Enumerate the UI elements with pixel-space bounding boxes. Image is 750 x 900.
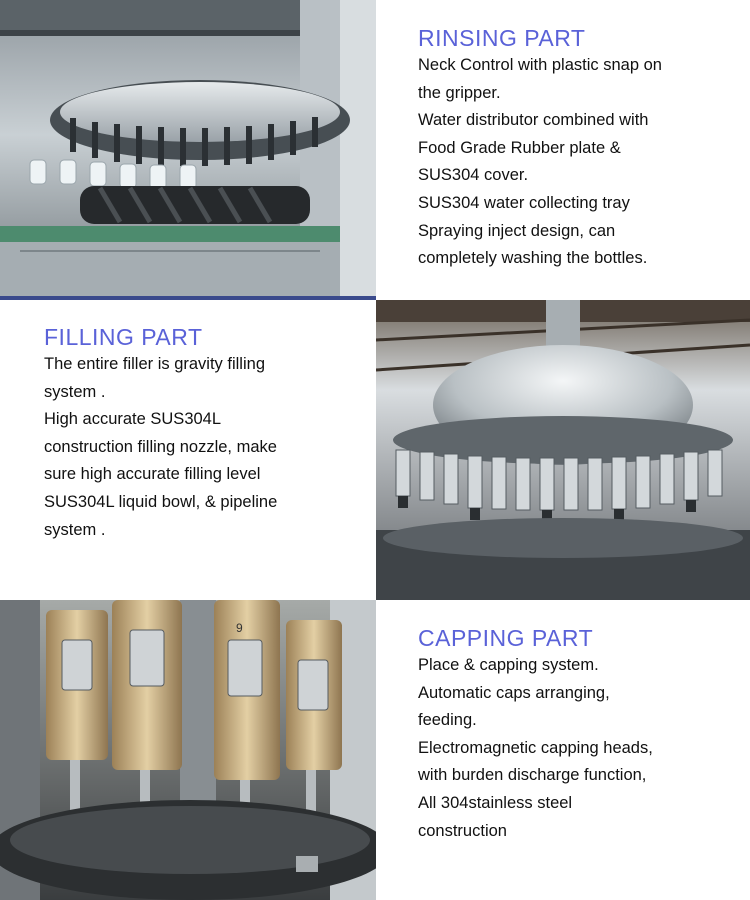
rinsing-title: RINSING PART: [418, 25, 586, 51]
rinsing-machine-photo: [0, 0, 376, 300]
filling-title: FILLING PART: [44, 324, 203, 350]
capping-line: with burden discharge function,: [418, 766, 647, 785]
capping-line: Automatic caps arranging,: [418, 683, 610, 702]
rinsing-line: Water distributor combined with: [418, 111, 649, 130]
capping-line: construction: [418, 821, 507, 840]
capping-line: All 304stainless steel: [418, 793, 573, 812]
rinsing-line: the gripper.: [418, 83, 501, 102]
filling-section: [44, 324, 277, 544]
filling-line: SUS304L liquid bowl, & pipeline: [44, 492, 278, 511]
capping-title: CAPPING PART: [418, 625, 594, 651]
filling-machine-photo: [376, 300, 750, 600]
filling-line: construction filling nozzle, make: [44, 437, 277, 456]
rinsing-line: SUS304 water collecting tray: [418, 193, 630, 212]
capping-line: Place & capping system.: [418, 656, 599, 674]
rinsing-line: completely washing the bottles.: [418, 249, 648, 268]
filling-description: [44, 351, 277, 544]
capping-line: Electromagnetic capping heads,: [418, 738, 653, 757]
capping-machine-photo: [0, 600, 376, 900]
head-number-badge: 9: [236, 621, 243, 635]
filling-line: sure high accurate filling level: [44, 465, 261, 484]
rinsing-line: Spraying inject design, can: [418, 221, 616, 240]
filling-line: system .: [44, 382, 106, 401]
filling-line: system .: [44, 520, 106, 539]
filling-line: High accurate SUS304L: [44, 410, 222, 429]
rinsing-section: [418, 25, 662, 273]
capping-section: [418, 625, 653, 845]
rinsing-line: SUS304 cover.: [418, 166, 529, 185]
rinsing-description: [418, 52, 662, 273]
capping-description: [418, 652, 653, 845]
capping-line: feeding.: [418, 711, 477, 730]
filling-line: The entire filler is gravity filling: [44, 355, 265, 373]
rinsing-line: Food Grade Rubber plate &: [418, 138, 621, 157]
rinsing-line: Neck Control with plastic snap on: [418, 56, 662, 74]
